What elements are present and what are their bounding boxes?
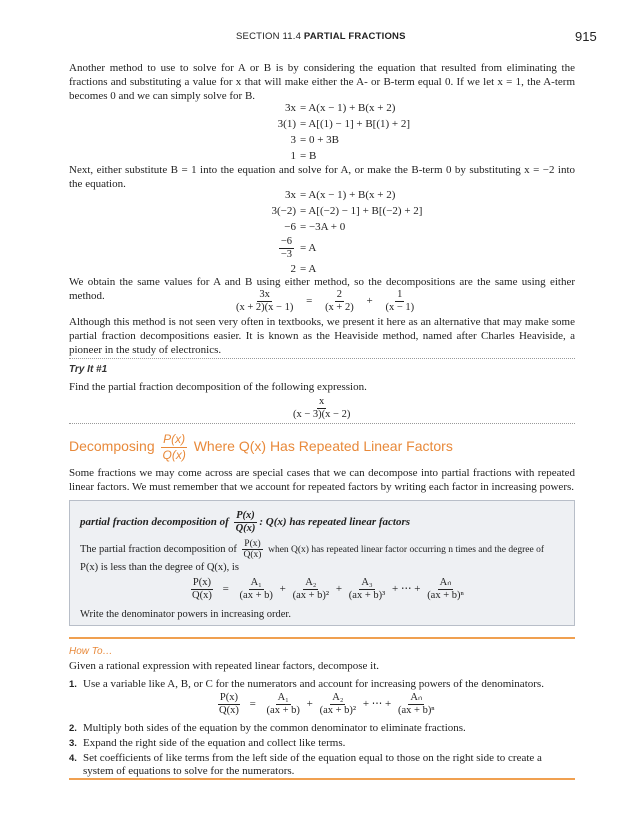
fraction: $\frac{-6}{-3}$ [280, 235, 292, 260]
equation-rhs: = A[(−2) − 1] + B[(−2) + 2] [300, 205, 423, 217]
divider [69, 358, 575, 359]
equation-lhs: 3 [290, 134, 296, 146]
try-it-prompt: Find the partial fraction decomposition of the following expression. [69, 381, 367, 393]
fraction: $\frac{1}{(x - 1)}$ [385, 289, 415, 313]
paragraph-heaviside-method: Although this method is not seen very often in textbooks, we present it here as an alternative that may make some partial fraction decompositions easier. It is known as the Heaviside method, named after Charles Heaviside, a pioneer in the study of electronics. [69, 316, 575, 356]
equation-rhs: = A(x − 1) + B(x + 2) [300, 189, 396, 201]
section-heading: Decomposing $\frac{P(x)}{Q(x)}$ Where Q(x) Has Repeated Linear Factors [69, 432, 453, 462]
definition-title: partial fraction decomposition of $\frac{P(x)}{Q(x)}$ : Q(x) has repeated linear factors [80, 510, 411, 534]
definition-note: Write the denominator powers in increasing order. [80, 609, 291, 620]
howto-bottom-rule [69, 778, 575, 780]
list-item: 1. Use a variable like A, B, or C for the numerators and account for increasing powers of the denominators. [69, 678, 544, 690]
equation-lhs: 1 [290, 150, 296, 162]
equation-rhs: = 0 + 3B [300, 134, 339, 146]
equation-line [240, 100, 410, 116]
fraction: $\frac{P(x)}{Q(x)}$ [162, 432, 186, 462]
equation-lhs: 3x [285, 189, 296, 201]
section-header [236, 31, 406, 42]
fraction: $\frac{x}{(x - 3)(x - 2)}$ [293, 396, 351, 420]
howto-rule [69, 637, 575, 639]
equation-line [240, 219, 422, 235]
equation-line [240, 132, 410, 148]
paragraph-heaviside-intro: Another method to use to solve for A or B is by considering the equation that resulted from eliminating the fractions and substituting a value for x that will make either the A- or B-term equal 0. If we let x = 1, the A-term becomes 0 and we can simply solve for B. [69, 62, 575, 102]
paragraph-repeated-factors: Some fractions we may come across are special cases that we can decompose into partial fractions with repeated linear factors. We must remember that we account for repeated factors by writing each factor in increasing powers. [69, 467, 575, 493]
equation-block-solve-b [240, 100, 410, 164]
list-item: 3. Expand the right side of the equation and collect like terms. [69, 737, 346, 749]
equation-lhs: 3(1) [277, 118, 296, 130]
equation-rhs: = B [300, 150, 317, 162]
equation-rhs: = A[(1) − 1] + B[(1) + 2] [300, 118, 411, 130]
howto-intro: Given a rational expression with repeated linear factors, decompose it. [69, 660, 380, 672]
howto-steps-2 [69, 722, 575, 780]
equation-lhs: 2 [290, 263, 296, 275]
fraction: $\frac{P(x)}{Q(x)}$ [243, 539, 262, 560]
equation-line [240, 116, 410, 132]
equation-rhs: = A [300, 263, 317, 275]
try-it-expression [289, 396, 354, 421]
equation-rhs: = −3A + 0 [300, 221, 346, 233]
paragraph-substitute: Next, either substitute B = 1 into the equation and solve for A, or make the B-term 0 by substituting x = −2 into the equation. [69, 164, 575, 190]
page-number: 915 [575, 29, 597, 44]
equation-line [240, 148, 410, 164]
section-number: SECTION 11.4 [236, 31, 302, 42]
howto-steps [69, 678, 575, 693]
equation-block-solve-a [240, 187, 422, 277]
equation-lhs: 3(−2) [271, 205, 296, 217]
definition-box [69, 500, 575, 626]
howto-equation: $\frac{P(x)}{Q(x)}$ = $\frac{\text{A₁}}{(ax + b)}$ + $\frac{\text{A₂}}{\text{(ax + b)²}}$ + ⋅⋅⋅ + $\frac{\text{Aₙ}}{\text{(ax + b)ⁿ}}$ [219, 692, 435, 716]
equation-lhs: 3x [285, 102, 296, 114]
equation-decomposition: $\frac{3x}{(x + 2)(x - 1)}$ = $\frac{2}{(x + 2)}$ + $\frac{1}{(x - 1)}$ [236, 289, 415, 313]
try-it-label: Try It #1 [69, 364, 108, 375]
list-item: 4. Set coefficients of like terms from the left side of the equation equal to those on the right side to create a system of equations to solve for the numerators. [69, 752, 542, 777]
equation-line [240, 203, 422, 219]
section-title: PARTIAL FRACTIONS [303, 31, 406, 42]
list-item: 2. Multiply both sides of the equation by the common denominator to eliminate fractions. [69, 722, 466, 734]
fraction: $\frac{2}{(x + 2)}$ [325, 289, 354, 313]
definition-equation: $\frac{P(x)}{Q(x)}$ = $\frac{\text{A₁}}{(ax + b)}$ + $\frac{\text{A₂}}{\text{(ax + b)²}}$ + $\frac{\text{A₃}}{\text{(ax + b)³}}$ + ⋅⋅⋅ + $\frac{\text{Aₙ}}{\text{(ax + b)ⁿ}}$ [192, 577, 464, 601]
howto-label: How To… [69, 646, 113, 657]
fraction: $\frac{P(x)}{Q(x)}$ [235, 510, 256, 534]
definition-text-2: P(x) is less than the degree of Q(x), is [80, 562, 239, 573]
divider [69, 423, 575, 424]
equation-lhs: −6 [284, 221, 296, 233]
equation-rhs: = A(x − 1) + B(x + 2) [300, 102, 396, 114]
equation-line [240, 187, 422, 203]
fraction: $\frac{3x}{(x + 2)(x - 1)}$ [236, 289, 294, 313]
paragraph-same-values: We obtain the same values for A and B using either method, so the decompositions are the same using either method. [69, 276, 575, 302]
definition-text: The partial fraction decomposition of $\frac{P(x)}{Q(x)}$ when Q(x) has repeated linear factor occurring n times and the degree of [80, 539, 544, 560]
equation-line [240, 235, 422, 261]
equation-rhs: = A [300, 242, 317, 254]
equation-lhs [240, 235, 296, 261]
